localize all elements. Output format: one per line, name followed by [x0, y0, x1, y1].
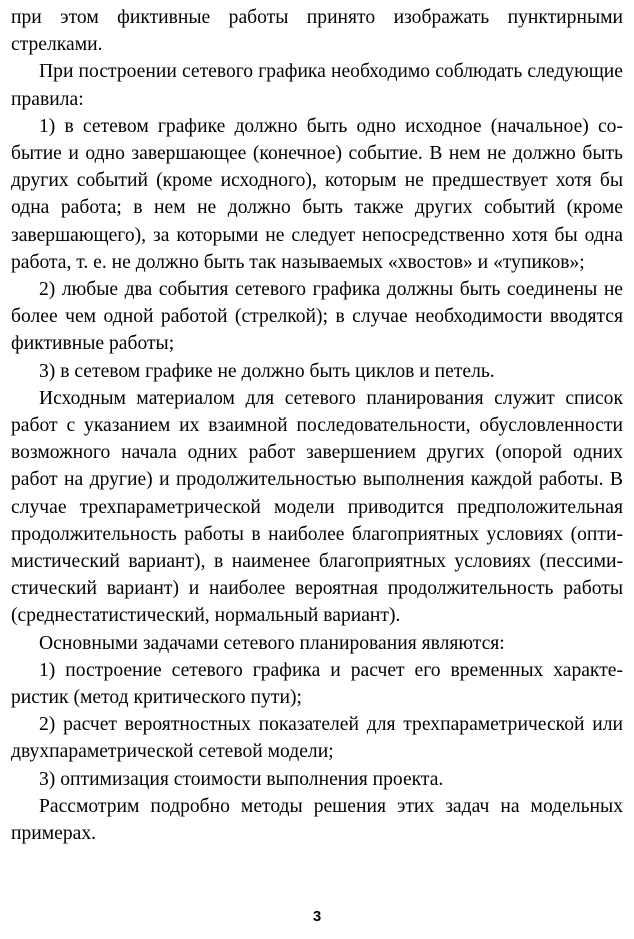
paragraph: При построении сетевого графика необходимо соблюдать следующие правила:	[11, 61, 623, 110]
page-body	[11, 4, 623, 847]
paragraph: Основными задачами сетевого планирования являются:	[39, 632, 505, 654]
paragraph: 2) любые два события сетевого графика должны быть соединены не более чем одной работой (стрелкой); в случае необходимости вводятся фиктивные работы;	[11, 279, 623, 355]
paragraph: 1) построение сетевого графика и расчет его временных характеристик (метод критического пути);	[11, 659, 623, 709]
paragraph: при этом фиктивные работы принято изображать пунктирными стрелками.	[11, 7, 623, 56]
paragraph: 3) оптимизация стоимости выполнения проекта.	[39, 768, 444, 790]
paragraph: 1) в сетевом графике должно быть одно исходное (начальное) событие и одно завершающее (конечное) событие. В нем не должно быть других событий (кроме исходного), которым не предшествует хотя бы одна работа; в нем не должно быть также других событий (кроме завершающего), за которыми не следует непосредственно хотя бы одна работа, т. е. не должно быть так называемых «хвостов» и «тупиков»;	[11, 115, 623, 273]
page-number: 3	[312, 908, 322, 925]
paragraph: Рассмотрим подробно методы решения этих задач на модельных примерах.	[11, 795, 623, 845]
paragraph: Исходным материалом для сетевого планирования служит список работ с указанием их взаимной последовательности, обусловленности возможного начала одних работ завершением других (опорой одних работ на другие) и продолжительностью выполнения каждой работы. В случае трехпараметрической модели приводится предположительная продолжительность работы в наиболее благоприятных условиях (оптимистический вариант), в наименее благоприятных условиях (пессимистический вариант) и наиболее вероятная продолжительность работы (среднестатистический, нормальный вариант).	[11, 387, 623, 627]
paragraph: 2) расчет вероятностных показателей для трехпараметрической или двухпараметрической сетевой модели;	[11, 714, 623, 763]
paragraph: 3) в сетевом графике не должно быть циклов и петель.	[39, 360, 495, 382]
